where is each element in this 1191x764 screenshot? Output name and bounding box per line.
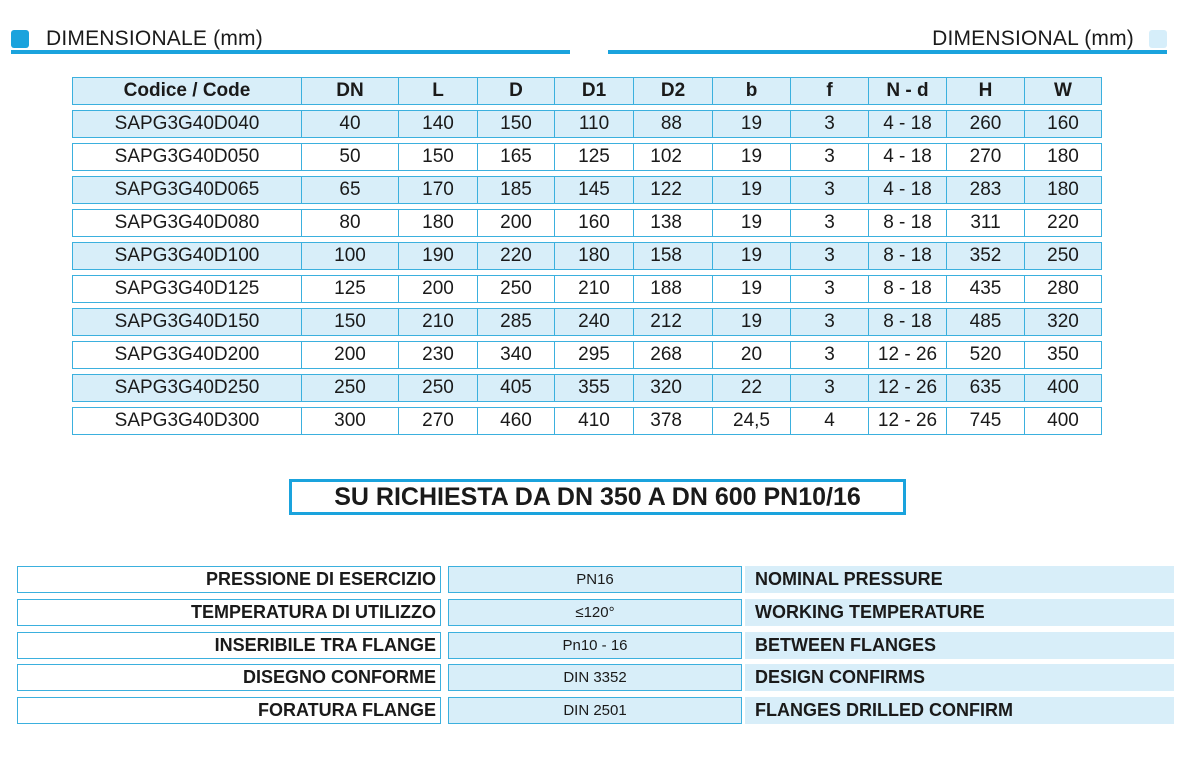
table-cell: 405 bbox=[477, 374, 554, 402]
table-row bbox=[72, 374, 1102, 402]
table-cell: 230 bbox=[398, 341, 477, 369]
spec-label-it: TEMPERATURA DI UTILIZZO bbox=[17, 599, 441, 626]
table-cell: 19 bbox=[712, 110, 790, 138]
dimensions-table bbox=[72, 72, 1102, 440]
table-cell: 80 bbox=[301, 209, 398, 237]
table-cell: 150 bbox=[477, 110, 554, 138]
table-cell: 180 bbox=[554, 242, 633, 270]
table-cell: 65 bbox=[301, 176, 398, 204]
table-cell: 285 bbox=[477, 308, 554, 336]
table-cell: 125 bbox=[554, 143, 633, 171]
product-code-cell: SAPG3G40D125 bbox=[72, 275, 301, 303]
table-cell: 352 bbox=[946, 242, 1024, 270]
table-cell: 180 bbox=[398, 209, 477, 237]
column-header: f bbox=[790, 77, 868, 105]
table-cell: 200 bbox=[301, 341, 398, 369]
column-header: D bbox=[477, 77, 554, 105]
table-cell: 19 bbox=[712, 242, 790, 270]
table-cell: 140 bbox=[398, 110, 477, 138]
table-cell: 400 bbox=[1024, 407, 1102, 435]
spec-row bbox=[0, 566, 1191, 593]
table-cell: 400 bbox=[1024, 374, 1102, 402]
product-code-cell: SAPG3G40D200 bbox=[72, 341, 301, 369]
table-cell: 8 - 18 bbox=[868, 209, 946, 237]
column-header: D1 bbox=[554, 77, 633, 105]
table-cell: 180 bbox=[1024, 143, 1102, 171]
column-header: Codice / Code bbox=[72, 77, 301, 105]
table-row bbox=[72, 308, 1102, 336]
table-row bbox=[72, 407, 1102, 435]
table-cell: 268 bbox=[633, 341, 712, 369]
spec-row bbox=[0, 599, 1191, 626]
table-body bbox=[72, 110, 1102, 435]
table-cell: 3 bbox=[790, 176, 868, 204]
table-cell: 745 bbox=[946, 407, 1024, 435]
header-label-en: DIMENSIONAL (mm) bbox=[932, 27, 1134, 50]
product-code-cell: SAPG3G40D065 bbox=[72, 176, 301, 204]
spec-value: DIN 3352 bbox=[448, 664, 742, 691]
table-cell: 150 bbox=[301, 308, 398, 336]
product-code-cell: SAPG3G40D100 bbox=[72, 242, 301, 270]
on-request-notice: SU RICHIESTA DA DN 350 A DN 600 PN10/16 bbox=[289, 479, 906, 515]
spec-label-en: FLANGES DRILLED CONFIRM bbox=[745, 697, 1174, 724]
table-cell: 20 bbox=[712, 341, 790, 369]
table-cell: 250 bbox=[398, 374, 477, 402]
column-header: H bbox=[946, 77, 1024, 105]
spec-row bbox=[0, 664, 1191, 691]
table-cell: 210 bbox=[398, 308, 477, 336]
table-cell: 165 bbox=[477, 143, 554, 171]
spec-label-en: BETWEEN FLANGES bbox=[745, 632, 1174, 659]
table-cell: 4 - 18 bbox=[868, 110, 946, 138]
table-cell: 8 - 18 bbox=[868, 308, 946, 336]
table-cell: 283 bbox=[946, 176, 1024, 204]
table-row bbox=[72, 176, 1102, 204]
table-cell: 19 bbox=[712, 176, 790, 204]
table-cell: 150 bbox=[398, 143, 477, 171]
product-code-cell: SAPG3G40D080 bbox=[72, 209, 301, 237]
table-cell: 3 bbox=[790, 209, 868, 237]
table-cell: 3 bbox=[790, 341, 868, 369]
table-cell: 12 - 26 bbox=[868, 374, 946, 402]
header-rule-left bbox=[11, 50, 570, 54]
table-cell: 3 bbox=[790, 374, 868, 402]
table-cell: 3 bbox=[790, 308, 868, 336]
column-header: L bbox=[398, 77, 477, 105]
table-cell: 3 bbox=[790, 275, 868, 303]
table-cell: 212 bbox=[633, 308, 712, 336]
spec-label-it: INSERIBILE TRA FLANGE bbox=[17, 632, 441, 659]
table-cell: 160 bbox=[554, 209, 633, 237]
table-cell: 460 bbox=[477, 407, 554, 435]
table-row bbox=[72, 341, 1102, 369]
section-marker-right bbox=[1149, 30, 1167, 48]
table-cell: 19 bbox=[712, 275, 790, 303]
table-cell: 170 bbox=[398, 176, 477, 204]
table-cell: 8 - 18 bbox=[868, 242, 946, 270]
table-cell: 410 bbox=[554, 407, 633, 435]
column-header: N - d bbox=[868, 77, 946, 105]
product-code-cell: SAPG3G40D150 bbox=[72, 308, 301, 336]
table-cell: 295 bbox=[554, 341, 633, 369]
table-cell: 300 bbox=[301, 407, 398, 435]
spec-label-en: DESIGN CONFIRMS bbox=[745, 664, 1174, 691]
spec-row bbox=[0, 697, 1191, 724]
table-cell: 320 bbox=[633, 374, 712, 402]
table-cell: 185 bbox=[477, 176, 554, 204]
column-header: DN bbox=[301, 77, 398, 105]
table-cell: 24,5 bbox=[712, 407, 790, 435]
table-cell: 3 bbox=[790, 110, 868, 138]
table-cell: 12 - 26 bbox=[868, 407, 946, 435]
table-cell: 160 bbox=[1024, 110, 1102, 138]
table-cell: 635 bbox=[946, 374, 1024, 402]
table-cell: 102 bbox=[633, 143, 712, 171]
table-cell: 158 bbox=[633, 242, 712, 270]
table-cell: 4 bbox=[790, 407, 868, 435]
product-code-cell: SAPG3G40D250 bbox=[72, 374, 301, 402]
spec-label-it: FORATURA FLANGE bbox=[17, 697, 441, 724]
table-row bbox=[72, 110, 1102, 138]
table-cell: 355 bbox=[554, 374, 633, 402]
table-cell: 320 bbox=[1024, 308, 1102, 336]
table-cell: 19 bbox=[712, 143, 790, 171]
column-header: b bbox=[712, 77, 790, 105]
product-code-cell: SAPG3G40D040 bbox=[72, 110, 301, 138]
table-cell: 8 - 18 bbox=[868, 275, 946, 303]
spec-value: PN16 bbox=[448, 566, 742, 593]
table-cell: 145 bbox=[554, 176, 633, 204]
table-cell: 220 bbox=[1024, 209, 1102, 237]
table-cell: 270 bbox=[946, 143, 1024, 171]
spec-label-en: NOMINAL PRESSURE bbox=[745, 566, 1174, 593]
table-cell: 240 bbox=[554, 308, 633, 336]
table-cell: 190 bbox=[398, 242, 477, 270]
table-cell: 210 bbox=[554, 275, 633, 303]
table-cell: 180 bbox=[1024, 176, 1102, 204]
spec-row bbox=[0, 632, 1191, 659]
table-cell: 22 bbox=[712, 374, 790, 402]
table-cell: 88 bbox=[633, 110, 712, 138]
table-cell: 125 bbox=[301, 275, 398, 303]
table-row bbox=[72, 275, 1102, 303]
table-cell: 270 bbox=[398, 407, 477, 435]
table-cell: 260 bbox=[946, 110, 1024, 138]
table-cell: 200 bbox=[477, 209, 554, 237]
table-cell: 19 bbox=[712, 209, 790, 237]
product-code-cell: SAPG3G40D300 bbox=[72, 407, 301, 435]
table-row bbox=[72, 242, 1102, 270]
table-cell: 40 bbox=[301, 110, 398, 138]
spec-value: DIN 2501 bbox=[448, 697, 742, 724]
table-cell: 340 bbox=[477, 341, 554, 369]
column-header: D2 bbox=[633, 77, 712, 105]
spec-label-it: DISEGNO CONFORME bbox=[17, 664, 441, 691]
table-cell: 110 bbox=[554, 110, 633, 138]
table-cell: 122 bbox=[633, 176, 712, 204]
table-cell: 3 bbox=[790, 143, 868, 171]
table-row bbox=[72, 209, 1102, 237]
table-cell: 19 bbox=[712, 308, 790, 336]
table-cell: 250 bbox=[301, 374, 398, 402]
table-cell: 220 bbox=[477, 242, 554, 270]
header-label-it: DIMENSIONALE (mm) bbox=[46, 27, 263, 50]
table-cell: 485 bbox=[946, 308, 1024, 336]
table-cell: 4 - 18 bbox=[868, 143, 946, 171]
column-header: W bbox=[1024, 77, 1102, 105]
table-cell: 520 bbox=[946, 341, 1024, 369]
table-cell: 3 bbox=[790, 242, 868, 270]
spec-value: ≤120° bbox=[448, 599, 742, 626]
table-cell: 311 bbox=[946, 209, 1024, 237]
spec-label-en: WORKING TEMPERATURE bbox=[745, 599, 1174, 626]
table-cell: 435 bbox=[946, 275, 1024, 303]
table-header-row bbox=[72, 77, 1102, 105]
table-cell: 378 bbox=[633, 407, 712, 435]
table-cell: 100 bbox=[301, 242, 398, 270]
spec-label-it: PRESSIONE DI ESERCIZIO bbox=[17, 566, 441, 593]
section-marker-left bbox=[11, 30, 29, 48]
table-cell: 138 bbox=[633, 209, 712, 237]
table-cell: 250 bbox=[477, 275, 554, 303]
table-row bbox=[72, 143, 1102, 171]
table-cell: 12 - 26 bbox=[868, 341, 946, 369]
table-cell: 50 bbox=[301, 143, 398, 171]
table-cell: 200 bbox=[398, 275, 477, 303]
product-code-cell: SAPG3G40D050 bbox=[72, 143, 301, 171]
table-cell: 188 bbox=[633, 275, 712, 303]
table-cell: 280 bbox=[1024, 275, 1102, 303]
spec-value: Pn10 - 16 bbox=[448, 632, 742, 659]
table-cell: 350 bbox=[1024, 341, 1102, 369]
table-cell: 250 bbox=[1024, 242, 1102, 270]
table-cell: 4 - 18 bbox=[868, 176, 946, 204]
